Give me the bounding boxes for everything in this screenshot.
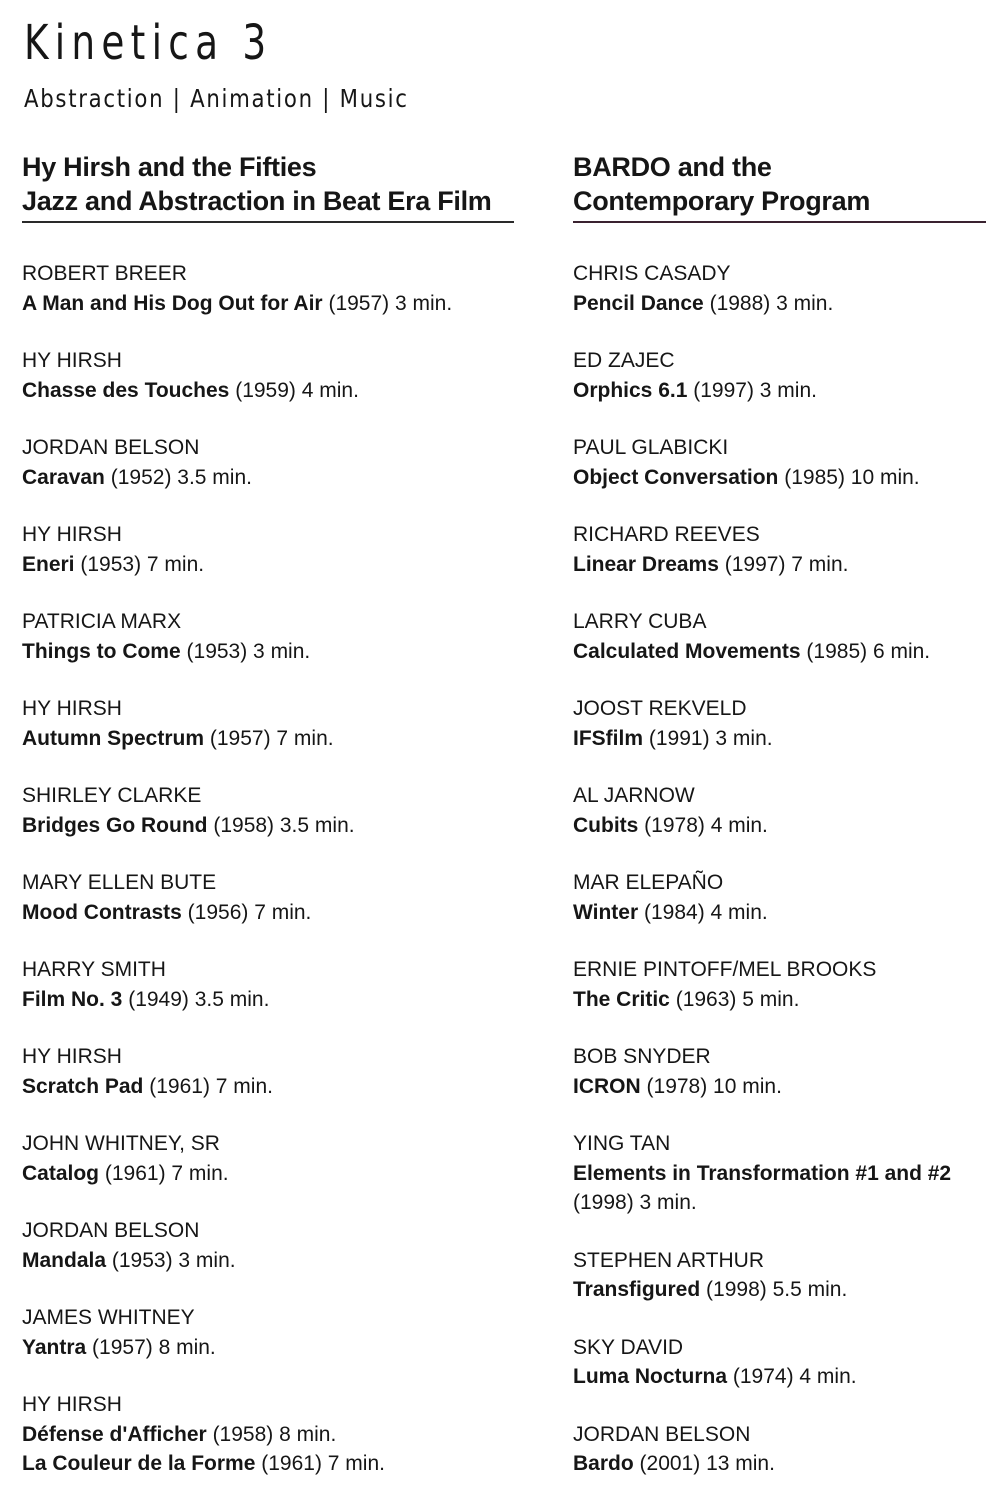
- film-line: [573, 463, 986, 493]
- film-details: (1949) 3.5 min.: [128, 987, 270, 1011]
- film-title: Linear Dreams: [573, 552, 719, 576]
- film-title: Object Conversation: [573, 465, 779, 489]
- film-title: Yantra: [22, 1335, 87, 1359]
- film-title: Scratch Pad: [22, 1074, 144, 1098]
- film-title: Bridges Go Round: [22, 813, 208, 837]
- film-details: (1988) 3 min.: [709, 291, 834, 315]
- artist-name: JORDAN BELSON: [573, 1422, 751, 1446]
- film-line: [573, 724, 986, 754]
- film-title: Catalog: [22, 1161, 100, 1185]
- artist-name: HARRY SMITH: [22, 958, 166, 981]
- artist-name: CHRIS CASADY: [573, 262, 731, 285]
- page-title: Kinetica 3: [24, 15, 273, 71]
- subtitle-music: Music: [339, 84, 409, 113]
- film-line: [22, 1420, 514, 1450]
- film-details: (1957) 3 min.: [328, 291, 453, 315]
- film-line: [22, 289, 514, 319]
- film-title: Transfigured: [573, 1278, 701, 1301]
- artist-name: JAMES WHITNEY: [22, 1306, 195, 1329]
- film-details: (1998) 3 min.: [573, 1191, 697, 1214]
- film-entry: [22, 346, 514, 405]
- film-entry: [22, 868, 514, 927]
- film-line: [22, 985, 514, 1015]
- film-details: (1961) 7 min.: [104, 1161, 229, 1185]
- film-line: [573, 1072, 986, 1102]
- film-entry: [573, 346, 986, 405]
- subtitle-abstraction: Abstraction: [24, 84, 165, 113]
- artist-name: ROBERT BREER: [22, 262, 187, 285]
- film-title: Autumn Spectrum: [22, 726, 205, 750]
- film-details: (2001) 13 min.: [639, 1452, 775, 1475]
- film-title: Mandala: [22, 1248, 107, 1272]
- artist-name: ERNIE PINTOFF/MEL BROOKS: [573, 958, 877, 981]
- film-line: [22, 637, 514, 667]
- film-entry: [22, 955, 514, 1014]
- film-title: Elements in Transformation #1 and #2: [573, 1161, 952, 1185]
- film-line: [573, 376, 986, 406]
- film-entry: [573, 781, 986, 840]
- film-line: [22, 376, 514, 406]
- film-line: [22, 550, 514, 580]
- film-details: (1998) 5.5 min.: [706, 1278, 848, 1301]
- column-heading-line2: Contemporary Program: [573, 186, 871, 216]
- film-title: Luma Nocturna: [573, 1365, 728, 1388]
- film-entry: [22, 607, 514, 666]
- subtitle-animation: Animation: [190, 84, 314, 113]
- film-details: (1991) 3 min.: [648, 726, 773, 750]
- artist-name: YING TAN: [573, 1132, 671, 1155]
- film-details: (1978) 4 min.: [644, 813, 768, 837]
- film-details: (1956) 7 min.: [187, 900, 312, 924]
- film-title: Things to Come: [22, 639, 181, 663]
- film-title: Winter: [573, 900, 639, 924]
- film-line: [22, 1072, 514, 1102]
- film-title: Mood Contrasts: [22, 900, 182, 924]
- film-line: [22, 1246, 514, 1276]
- film-line: [573, 898, 986, 928]
- column-heading-line2: Jazz and Abstraction in Beat Era Film: [22, 186, 492, 216]
- film-details: (1997) 7 min.: [724, 552, 849, 576]
- film-title: Bardo: [573, 1452, 634, 1475]
- film-list: [573, 259, 986, 1479]
- film-title: Pencil Dance: [573, 291, 704, 315]
- artist-name: PATRICIA MARX: [22, 610, 182, 633]
- subtitle-separator: |: [322, 84, 332, 113]
- film-entry: [22, 1042, 514, 1101]
- artist-name: AL JARNOW: [573, 784, 695, 807]
- film-details: (1959) 4 min.: [235, 378, 359, 402]
- film-details: (1985) 10 min.: [784, 465, 920, 489]
- film-details: (1952) 3.5 min.: [110, 465, 252, 489]
- film-line: [22, 1449, 514, 1479]
- film-title: Défense d'Afficher: [22, 1422, 207, 1446]
- film-entry: [22, 1129, 514, 1188]
- film-line: [22, 1333, 514, 1363]
- film-entry: [573, 1246, 986, 1305]
- film-line: [573, 1449, 986, 1479]
- film-details: (1963) 5 min.: [675, 987, 800, 1011]
- film-entry: [22, 520, 514, 579]
- film-line: [573, 1362, 986, 1392]
- film-list: [22, 259, 514, 1479]
- film-entry: [573, 1420, 986, 1479]
- film-title: The Critic: [573, 987, 670, 1011]
- film-entry: [573, 1129, 986, 1218]
- film-title: Calculated Movements: [573, 639, 801, 663]
- artist-name: HY HIRSH: [22, 349, 122, 372]
- film-title: Chasse des Touches: [22, 378, 230, 402]
- film-entry: [573, 1042, 986, 1101]
- column-heading-line1: Hy Hirsh and the Fifties: [22, 152, 317, 182]
- artist-name: JOOST REKVELD: [573, 697, 747, 720]
- film-details: (1958) 8 min.: [212, 1422, 337, 1446]
- artist-name: STEPHEN ARTHUR: [573, 1248, 764, 1272]
- film-details: (1957) 7 min.: [209, 726, 334, 750]
- artist-name: JORDAN BELSON: [22, 436, 200, 459]
- film-title: ICRON: [573, 1074, 641, 1098]
- film-entry: [573, 955, 986, 1014]
- film-details: (1961) 7 min.: [261, 1452, 385, 1475]
- artist-name: HY HIRSH: [22, 1393, 122, 1416]
- film-entry: [573, 1333, 986, 1392]
- film-details: (1953) 3 min.: [111, 1248, 236, 1272]
- film-details: (1978) 10 min.: [646, 1074, 782, 1098]
- film-details: (1961) 7 min.: [149, 1074, 273, 1098]
- column-heading: [573, 150, 986, 223]
- film-entry: [22, 781, 514, 840]
- artist-name: JORDAN BELSON: [22, 1219, 200, 1242]
- artist-name: MAR ELEPAÑO: [573, 871, 724, 894]
- artist-name: PAUL GLABICKI: [573, 436, 729, 459]
- artist-name: HY HIRSH: [22, 1045, 122, 1068]
- film-details: (1953) 3 min.: [186, 639, 311, 663]
- film-title: Caravan: [22, 465, 105, 489]
- page-subtitle: [24, 84, 409, 113]
- artist-name: RICHARD REEVES: [573, 523, 760, 546]
- film-line: [22, 463, 514, 493]
- artist-name: SHIRLEY CLARKE: [22, 784, 202, 807]
- film-line: [22, 811, 514, 841]
- film-line: [573, 550, 986, 580]
- artist-name: MARY ELLEN BUTE: [22, 871, 217, 894]
- film-line: [573, 985, 986, 1015]
- film-entry: [573, 694, 986, 753]
- film-entry: [22, 1303, 514, 1362]
- film-title: IFSfilm: [573, 726, 644, 750]
- film-details: (1958) 3.5 min.: [213, 813, 355, 837]
- film-line: [573, 1159, 986, 1218]
- film-details: (1953) 7 min.: [80, 552, 205, 576]
- film-line: [573, 1275, 986, 1305]
- film-line: [573, 637, 986, 667]
- film-title: La Couleur de la Forme: [22, 1452, 256, 1475]
- film-entry: [573, 520, 986, 579]
- film-title: Orphics 6.1: [573, 378, 688, 402]
- artist-name: HY HIRSH: [22, 697, 122, 720]
- film-details: (1997) 3 min.: [693, 378, 817, 402]
- column-heading: [22, 150, 514, 223]
- film-line: [22, 898, 514, 928]
- film-entry: [573, 259, 986, 318]
- film-entry: [573, 433, 986, 492]
- artist-name: SKY DAVID: [573, 1335, 684, 1359]
- page-header: [24, 10, 477, 113]
- film-line: [22, 1159, 514, 1189]
- program-column-fifties: [22, 150, 514, 1507]
- artist-name: HY HIRSH: [22, 523, 122, 546]
- film-details: (1984) 4 min.: [644, 900, 768, 924]
- film-entry: [573, 868, 986, 927]
- film-title: A Man and His Dog Out for Air: [22, 291, 323, 315]
- film-details: (1957) 8 min.: [92, 1335, 216, 1359]
- film-entry: [22, 433, 514, 492]
- film-entry: [22, 259, 514, 318]
- film-line: [573, 289, 986, 319]
- film-title: Film No. 3: [22, 987, 123, 1011]
- artist-name: LARRY CUBA: [573, 610, 707, 633]
- artist-name: JOHN WHITNEY, SR: [22, 1132, 220, 1155]
- film-entry: [22, 694, 514, 753]
- film-line: [573, 811, 986, 841]
- film-line: [22, 724, 514, 754]
- film-entry: [22, 1216, 514, 1275]
- artist-name: BOB SNYDER: [573, 1045, 711, 1068]
- column-heading-line1: BARDO and the: [573, 152, 772, 182]
- subtitle-separator: |: [172, 84, 182, 113]
- film-entry: [22, 1390, 514, 1479]
- program-column-bardo: [573, 150, 986, 1507]
- film-details: (1985) 6 min.: [806, 639, 931, 663]
- artist-name: ED ZAJEC: [573, 349, 675, 372]
- film-entry: [573, 607, 986, 666]
- film-details: (1974) 4 min.: [732, 1365, 857, 1388]
- film-title: Eneri: [22, 552, 75, 576]
- film-title: Cubits: [573, 813, 639, 837]
